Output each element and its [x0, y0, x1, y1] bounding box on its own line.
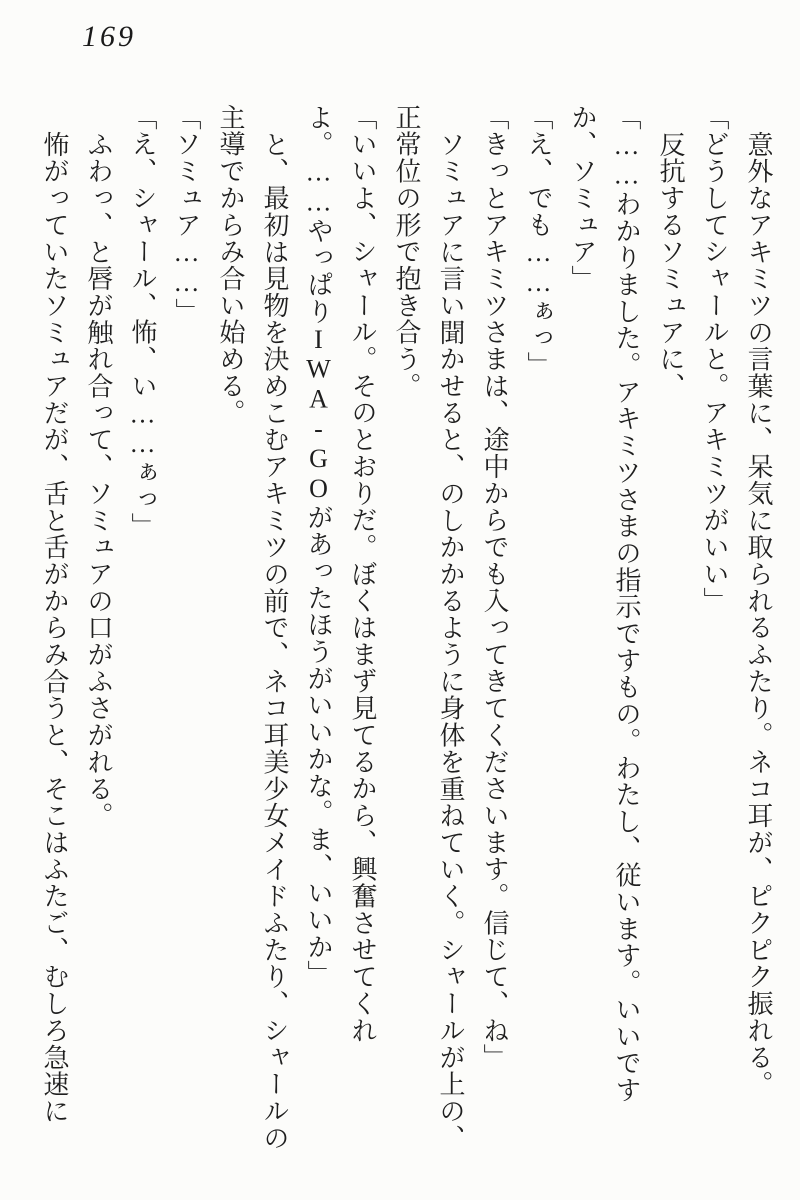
dialogue-paragraph: 「……わかりました。アキミツさまの指示ですもの。わたし、従います。いいですか、ソミュア」 [568, 104, 641, 1104]
narration-paragraph: 意外なアキミツの言葉に、呆気に取られるふたり。ネコ耳が、ピクピク振れる。 [744, 131, 773, 1098]
dialogue-paragraph: 「きっとアキミツさまは、途中からでも入ってきてくださいます。信じて、ね」 [480, 104, 509, 1071]
narration-paragraph: ふわっ、と唇が触れ合って、ソミュアの口がふさがれる。 [84, 131, 113, 830]
dialogue-paragraph: 「いいよ、シャール。そのとおりだ。ぼくはまず見てるから、興奮させてくれよ。……やっぱりIWA-GOがあったほうがいいかな。ま、いいか」 [304, 104, 377, 1044]
narration-paragraph: と、最初は見物を決めこむアキミツの前で、ネコ耳美少女メイドふたり、シャールの主導でからみ合い始める。 [216, 104, 289, 1152]
dialogue-paragraph: 「ソミュア……」 [172, 104, 201, 325]
narration-paragraph: 怖がっていたソミュアだが、舌と舌がからみ合うと、そこはふたご、むしろ急速に [40, 131, 69, 1125]
narration-paragraph: 反抗するソミュアに、 [656, 131, 685, 400]
narration-paragraph: ソミュアに言い聞かせると、のしかかるように身体を重ねていく。シャールが上の、正常位の形で抱き合う。 [392, 104, 465, 1152]
vertical-text-block [32, 104, 780, 1154]
dialogue-paragraph: 「どうしてシャールと。アキミツがいい」 [700, 104, 729, 615]
page-number: 169 [82, 20, 136, 53]
dialogue-paragraph: 「え、でも……ぁっ」 [524, 104, 553, 379]
dialogue-paragraph: 「え、シャール、怖、い……ぁっ」 [128, 104, 157, 540]
